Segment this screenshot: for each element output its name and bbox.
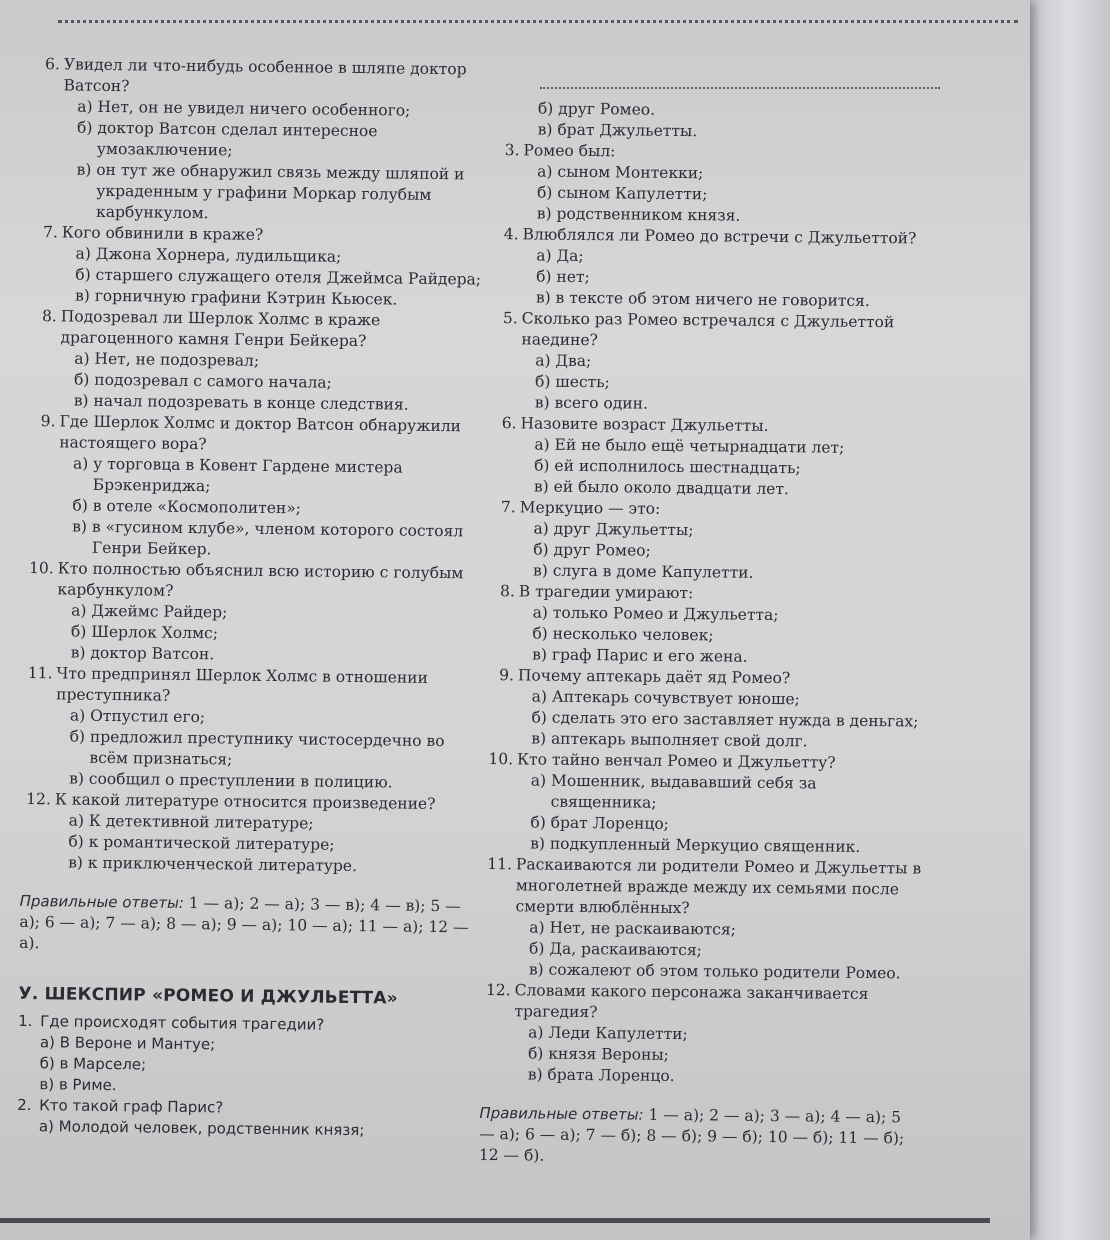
question-heading [22,663,487,711]
answer-option: б) ей исполнилось шестнадцать; [534,456,801,478]
answer-option: б) Да, раскаиваются; [529,939,703,960]
answer-option: б) нет; [536,267,590,287]
answer-option: в) брата Лоренцо. [527,1065,675,1085]
question-text: Словами какого персонажа заканчивается трагедия? [514,981,869,1022]
question-text: Меркуцио — это: [519,498,661,518]
question-number: 8. [41,307,57,326]
answer-option: б) в Марселе; [39,1054,147,1074]
answer-option: а) Нет, он не увидел ничего особенного; [77,97,411,120]
question-block [17,1011,483,1101]
question-number: 11. [487,855,513,874]
question-text: Кто полностью объяснил всю историю с голубым карбункулом? [57,559,464,600]
answer-option: а) у торговца в Ковент Гардене мистера Брэкенриджа; [72,454,403,496]
question-heading [23,558,488,606]
bottom-rule [0,1218,990,1223]
question-number: 3. [504,141,520,160]
answer-option: б) старшего служащего отеля Джеймса Райдера; [75,265,482,289]
question-text: Кто такой граф Парис? [39,1096,224,1117]
answer-option: б) шесть; [534,372,610,392]
question-text: Почему аптекарь даёт яд Ромео? [517,666,791,688]
question-block [28,54,495,228]
question-text: В трагедии умирают: [518,582,694,603]
answer-option: в) в «гусином клубе», членом которого состоял Генри Бейкер. [72,517,464,559]
answer-option: а) Отпустил его; [69,706,206,727]
answer-option: в) слуга в доме Капулетти. [532,561,754,582]
answer-option: б) к романтической литературе; [68,832,335,854]
question-number: 6. [44,55,60,74]
question-text: Увидел ли что-нибудь особенное в шляпе доктор Ватсон? [63,55,467,96]
question-block [481,854,922,985]
left-question-list [20,54,495,879]
question-text: Ромео был: [523,141,616,161]
question-number: 10. [28,559,54,578]
answer-option: а) Да; [536,246,584,265]
section-question-list [17,1011,484,1143]
answer-option: в) ей было около двадцати лет. [533,477,789,499]
answer-option: а) сыном Монтекки; [537,162,704,183]
answer-option: в) горничную графини Кэтрин Кьюсек. [74,286,398,309]
question-text: К какой литературе относится произведение? [54,790,436,814]
section-title: У. ШЕКСПИР «РОМЕО И ДЖУЛЬЕТТА» [18,983,398,1009]
question-block [20,789,486,879]
question-block [27,222,493,312]
question-heading [481,854,922,922]
question-block [486,413,927,502]
question-text: Что предпринял Шерлок Холмс в отношении преступника? [56,664,429,705]
question-block [482,749,923,859]
answer-option: б) несколько человек; [532,624,714,645]
answer-option: в) граф Парис и его жена. [532,645,748,666]
answer-option: б) князя Вероны; [527,1044,670,1064]
right-column [479,98,930,1171]
question-heading [487,308,927,355]
question-block [24,411,491,564]
question-number: 8. [499,582,515,601]
answer-option: а) Молодой человек, родственник князя; [38,1117,365,1140]
answer-option: б) сделать это его заставляет нужда в деньгах; [531,708,919,731]
question-heading [29,54,494,102]
answer-option: в) сожалеют об этом только родители Ромео. [528,960,901,983]
question-block [489,140,930,229]
question-number: 7. [500,498,516,517]
answer-option: в) доктор Ватсон. [70,643,215,664]
answer-option: в) начал подозревать в конце следствия. [73,391,409,414]
answer-option: а) Два; [535,351,592,371]
question-block [23,558,489,669]
answer-option: б) брат Лоренцо; [530,813,670,833]
question-number: 10. [488,750,514,769]
question-number: 1. [18,1011,33,1031]
question-number: 9. [40,412,56,431]
answer-option: б) друг Ромео. [537,99,656,119]
left-answer-key [19,891,485,960]
question-number: 9. [499,666,515,685]
answer-option: в) всего один. [534,393,649,413]
answer-option: а) друг Джульетты; [533,519,694,540]
question-block [483,665,924,754]
top-dotted-rule [58,20,1018,23]
answer-option: а) Нет, не раскаиваются; [529,918,736,939]
question-heading [26,306,491,354]
answer-option: в) аптекарь выполняет свой долг. [531,729,808,751]
question-block [488,224,929,313]
question-block [484,581,925,670]
question-text: Назовите возраст Джульетты. [520,414,769,435]
answer-option: б) Шерлок Холмс; [70,622,219,643]
question-heading [480,980,920,1027]
answer-option: в) к приключенческой литературе. [68,853,358,876]
answer-option: а) только Ромео и Джульетта; [532,603,779,625]
question-text: Кто тайно венчал Ромео и Джульетту? [516,750,836,772]
question-text: Подозревал ли Шерлок Холмс в краже драгоценного камня Генри Бейкера? [60,307,381,351]
answer-option: б) друг Ромео; [533,540,651,560]
answer-option: а) Мошенник, выдававший себя за священника; [530,771,817,812]
answer-option: а) Леди Капулетти; [528,1023,688,1044]
answer-option: а) Джона Хорнера, лудильщика; [75,244,342,266]
answer-option: в) сообщил о преступлении в полицию. [69,769,393,792]
question-block [485,497,926,586]
question-number: 5. [502,309,518,328]
question-text: Кого обвинили в краже? [61,223,264,244]
answer-option: в) в Риме. [39,1075,117,1095]
answer-option: в) родственником князя. [536,204,741,225]
continued-options [490,98,930,145]
question-number: 7. [42,223,58,242]
answer-option: б) в отеле «Космополитен»; [72,496,302,518]
answer-option: в) брат Джульетты. [537,120,698,141]
right-answer-key [479,1103,920,1171]
answer-key-text: 1 — а); 2 — а); 3 — а); 4 — а); 5 — а); 6 — а); 7 — б); 8 — б); 9 — б); 10 — б); 11 — б); 12 — б). [478,1105,905,1165]
answer-option: а) Джеймс Райдер; [71,601,228,622]
answer-option: б) предложил преступнику чистосердечно во всём признаться; [69,727,445,769]
question-text: Раскаиваются ли родители Ромео и Джульетты в многолетней вражде между их семьями после смерти влюблённых? [515,855,922,918]
right-question-list [480,140,930,1090]
answer-option: а) Нет, не подозревал; [74,349,260,370]
answer-option: а) К детективной литературе; [68,811,314,833]
answer-option: б) доктор Ватсон сделал интересное умозаключение; [76,118,378,160]
question-block [26,306,492,417]
question-number: 6. [501,414,517,433]
answer-option: б) сыном Капулетти; [536,183,708,204]
answer-option: в) подкупленный Меркуцио священник. [530,834,861,856]
question-text: Где Шерлок Холмс и доктор Ватсон обнаружили настоящего вора? [59,412,462,454]
answer-key-label: Правильные ответы: [19,891,185,912]
question-heading [25,411,490,459]
answer-option: а) Аптекарь сочувствует юноше; [531,687,800,709]
answer-option: а) В Вероне и Мантуе; [39,1033,216,1054]
answer-option: б) подозревал с самого начала; [73,370,332,392]
left-column [17,54,495,1143]
answer-key-label: Правильные ответы: [479,1103,644,1124]
question-number: 2. [17,1095,32,1115]
question-text: Сколько раз Ромео встречался с Джульеттой наедине? [521,309,895,350]
question-number: 12. [485,981,511,1000]
answer-option: в) он тут же обнаружил связь между шляпой и украденным у графини Моркар голубым карбункулом. [76,160,465,223]
column-dotted-rule [540,87,940,89]
answer-option: а) Ей не было ещё четырнадцати лет; [534,435,845,457]
question-block [480,980,921,1090]
question-block [21,663,488,795]
question-number: 12. [26,790,52,809]
question-number: 11. [27,664,53,683]
answer-key-text: 1 — а); 2 — а); 3 — в); 4 — в); 5 — а); 6 — а); 7 — а); 8 — а); 9 — а); 10 — а); 11 — а); 12 — а). [19,894,469,953]
question-text: Влюблялся ли Ромео до встречи с Джульеттой? [522,225,917,248]
question-block [487,308,928,418]
question-block [17,1095,482,1143]
answer-option: в) в тексте об этом ничего не говорится. [535,288,870,310]
question-number: 4. [503,225,519,244]
question-text: Где происходят события трагедии? [40,1012,325,1034]
